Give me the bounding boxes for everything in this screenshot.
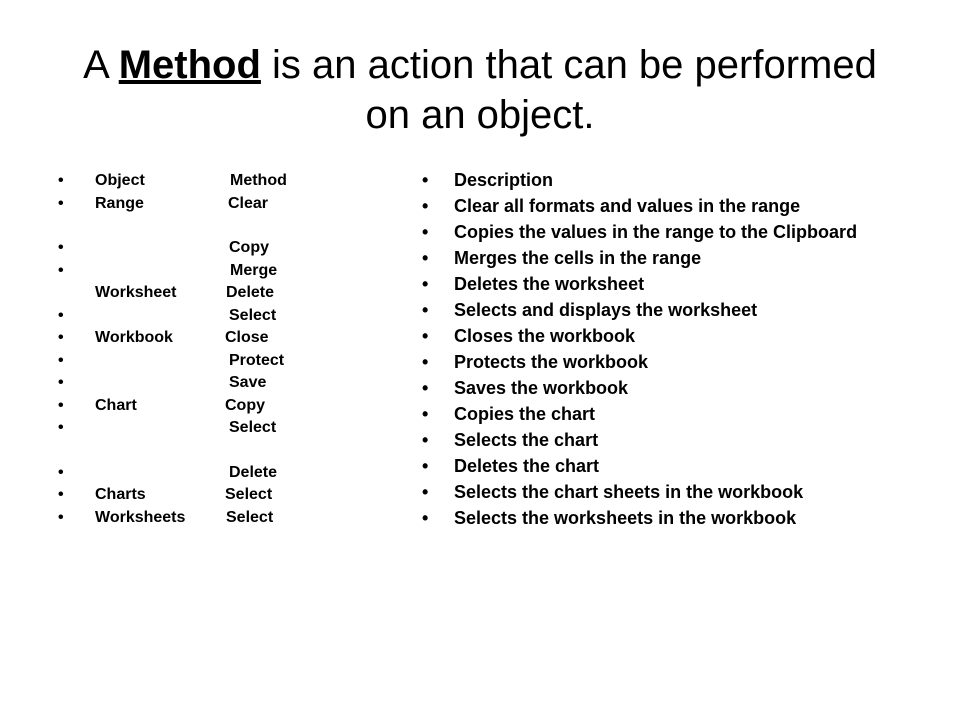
list-item (58, 418, 358, 441)
title-suffix: is an action that can be performed on an object. (260, 43, 877, 137)
list-item (422, 170, 902, 191)
description-text: Saves the workbook (454, 378, 629, 398)
method-name: Copy (229, 239, 269, 256)
list-item (422, 430, 902, 451)
bullet-icon: • (422, 222, 429, 242)
list-item (422, 222, 902, 243)
list-item (422, 300, 902, 321)
method-name: Select (229, 419, 277, 436)
object-name: Object (95, 172, 145, 189)
description-text: Protects the workbook (454, 352, 649, 372)
list-item (58, 351, 358, 374)
bullet-icon: • (422, 482, 429, 502)
description-text: Selects the chart (454, 430, 599, 450)
object-method-list (58, 171, 358, 530)
list-item (58, 508, 358, 531)
list-item (422, 508, 902, 529)
list-item (58, 373, 358, 396)
method-name: Clear (228, 194, 269, 212)
description-text: Description (454, 170, 554, 190)
bullet-icon: • (58, 329, 64, 346)
description-text: Deletes the chart (454, 456, 600, 476)
list-item (58, 261, 358, 284)
bullet-icon: • (422, 404, 429, 424)
bullet-icon: • (422, 326, 429, 346)
object-name: Chart (95, 396, 137, 414)
list-item (58, 463, 358, 486)
list-item (58, 171, 358, 194)
method-name: Select (229, 306, 277, 324)
description-text: Closes the workbook (454, 326, 636, 346)
object-name: Workbook (95, 329, 173, 346)
bullet-icon: • (422, 248, 429, 268)
method-name: Close (225, 329, 269, 346)
list-item (58, 485, 358, 508)
list-item (58, 194, 358, 217)
list-item (422, 196, 902, 217)
bullet-icon: • (422, 196, 429, 216)
description-text: Copies the chart (454, 404, 596, 424)
list-item (422, 378, 902, 399)
bullet-icon: • (58, 306, 64, 324)
title-emphasis: Method (118, 43, 261, 87)
title-prefix: A (83, 43, 119, 87)
list-item (422, 456, 902, 477)
bullet-icon: • (422, 508, 429, 528)
bullet-icon: • (422, 378, 429, 398)
list-item (422, 274, 902, 295)
method-name: Delete (229, 463, 278, 481)
bullet-icon: • (58, 486, 64, 503)
method-name: Method (230, 172, 287, 189)
description-text: Selects the worksheets in the workbook (454, 508, 797, 528)
description-text: Copies the values in the range to the Clipboard (454, 222, 858, 242)
description-list (422, 170, 902, 534)
list-item (58, 328, 358, 351)
method-name: Copy (225, 396, 265, 414)
list-item (422, 404, 902, 425)
bullet-icon: • (58, 239, 64, 256)
description-text: Clear all formats and values in the range (454, 196, 801, 216)
bullet-icon: • (58, 374, 64, 391)
bullet-icon: • (58, 396, 64, 414)
bullet-icon: • (58, 261, 64, 279)
bullet-icon: • (58, 463, 64, 481)
list-item (422, 248, 902, 269)
bullet-icon: • (422, 170, 429, 190)
list-item (58, 283, 358, 306)
description-text: Merges the cells in the range (454, 248, 702, 268)
bullet-icon: • (58, 419, 64, 436)
bullet-icon: • (422, 274, 429, 294)
method-name: Delete (226, 284, 275, 301)
bullet-icon: • (422, 300, 429, 320)
object-name: Range (95, 194, 144, 212)
object-name: Charts (95, 486, 146, 503)
list-item (58, 238, 358, 261)
bullet-icon: • (58, 172, 64, 189)
bullet-icon: • (422, 430, 429, 450)
bullet-icon: • (58, 508, 64, 526)
method-name: Merge (230, 261, 278, 279)
method-name: Save (229, 374, 267, 391)
object-name: Worksheets (95, 508, 186, 526)
method-name: Select (226, 508, 274, 526)
description-text: Deletes the worksheet (454, 274, 645, 294)
bullet-icon: • (422, 352, 429, 372)
method-name: Select (225, 486, 273, 503)
list-item (58, 306, 358, 329)
description-text: Selects the chart sheets in the workbook (454, 482, 804, 502)
object-name: Worksheet (95, 284, 177, 301)
list-item (58, 396, 358, 419)
slide-title (60, 40, 900, 140)
list-item (422, 326, 902, 347)
bullet-icon: • (422, 456, 429, 476)
list-item (422, 352, 902, 373)
bullet-icon: • (58, 351, 64, 369)
list-item (422, 482, 902, 503)
bullet-icon: • (58, 194, 64, 212)
description-text: Selects and displays the worksheet (454, 300, 758, 320)
method-name: Protect (229, 351, 285, 369)
